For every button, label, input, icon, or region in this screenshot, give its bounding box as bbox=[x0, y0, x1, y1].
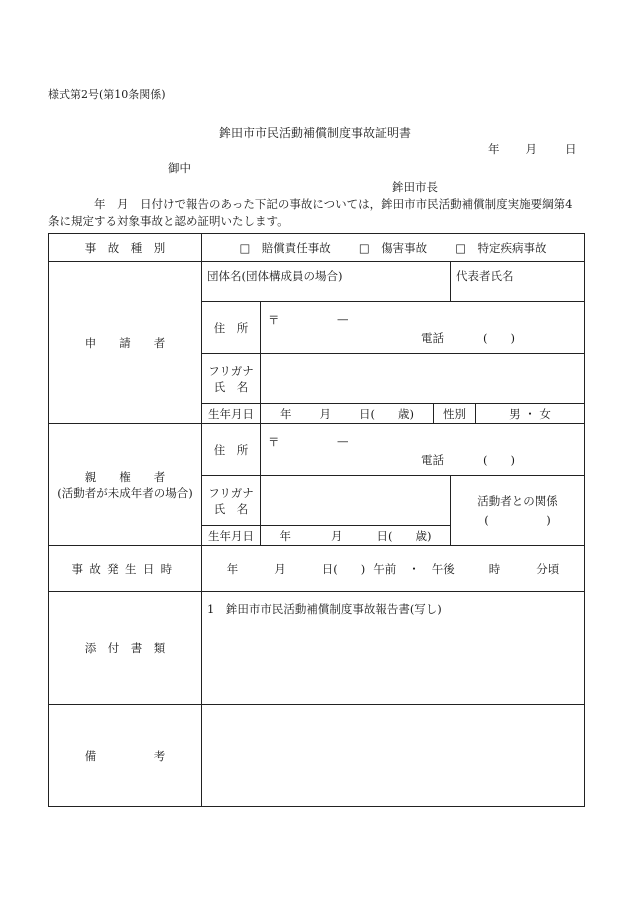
postal-dash: — bbox=[337, 312, 349, 326]
applicant-birthdate-field[interactable] bbox=[261, 404, 434, 424]
applicant-name-label bbox=[202, 354, 261, 404]
attachment-item-1: 1 鉾田市市民活動補償制度事故報告書(写し) bbox=[207, 602, 442, 616]
issuer-name: 鉾田市長 bbox=[392, 180, 438, 194]
form-number: 様式第2号(第10条関係) bbox=[48, 88, 166, 101]
gender-label: 性別 bbox=[434, 404, 476, 424]
disease-accident-checkbox[interactable]: □ 特定疾病事故 bbox=[455, 240, 547, 255]
document-title: 鉾田市市民活動補償制度事故証明書 bbox=[218, 126, 411, 140]
guardian-address-label: 住 所 bbox=[202, 424, 261, 476]
birth-day-age: 日( 歳) bbox=[359, 406, 414, 421]
guardian-birthdate-label: 生年月日 bbox=[202, 526, 261, 546]
injury-accident-checkbox[interactable]: □ 傷害事故 bbox=[358, 240, 428, 255]
guardian-birth-year: 年 bbox=[279, 528, 291, 543]
occ-year: 年 bbox=[226, 561, 239, 576]
applicant-name-field[interactable] bbox=[261, 354, 585, 404]
guardian-label-cell bbox=[49, 424, 202, 546]
representative-label: 代表者氏名 bbox=[456, 269, 514, 283]
postal-mark: 〒 bbox=[268, 313, 280, 327]
remarks-field[interactable] bbox=[202, 705, 585, 807]
birth-year: 年 bbox=[280, 406, 292, 421]
guardian-name-sublabel: 氏 名 bbox=[213, 501, 249, 516]
guardian-phone-label: 電話 bbox=[421, 453, 444, 467]
occ-am: 午前 bbox=[373, 561, 397, 576]
guardian-postal-dash: — bbox=[337, 434, 349, 448]
guardian-phone-paren: ( ) bbox=[483, 453, 515, 467]
accident-type-label: 事 故 種 別 bbox=[49, 234, 202, 262]
guardian-birth-month: 月 bbox=[331, 528, 343, 543]
occurrence-field[interactable] bbox=[202, 546, 585, 592]
certificate-form-table bbox=[48, 233, 585, 807]
relation-paren: ( ) bbox=[484, 513, 551, 527]
guardian-postal-mark: 〒 bbox=[268, 435, 280, 449]
issue-date bbox=[488, 141, 577, 157]
group-name-label: 団体名(団体構成員の場合) bbox=[207, 269, 343, 283]
occ-minute: 分頃 bbox=[536, 561, 560, 576]
birth-month: 月 bbox=[319, 406, 331, 421]
guardian-name-label bbox=[202, 476, 261, 526]
attachments-label: 添 付 書 類 bbox=[49, 592, 202, 705]
guardian-birthdate-field[interactable] bbox=[261, 526, 451, 546]
addressee-suffix: 御中 bbox=[168, 161, 191, 175]
occ-month: 月 bbox=[274, 561, 286, 576]
guardian-sublabel: (活動者が未成年者の場合) bbox=[57, 485, 193, 500]
applicant-address-label: 住 所 bbox=[202, 302, 261, 354]
guardian-name-field[interactable] bbox=[261, 476, 451, 526]
occurrence-label: 事故発生日時 bbox=[49, 546, 202, 592]
certification-line-1: 年 月 日付けで報告のあった下記の事故については，鉾田市市民活動補償制度実施要綱第4 bbox=[94, 197, 573, 211]
name-label: 氏 名 bbox=[213, 379, 249, 394]
accident-type-options bbox=[202, 234, 585, 262]
phone-label: 電話 bbox=[421, 331, 444, 345]
certification-text bbox=[48, 196, 588, 230]
remarks-label: 備 考 bbox=[49, 705, 202, 807]
liability-accident-checkbox[interactable]: □ 賠償責任事故 bbox=[239, 240, 331, 255]
guardian-address-field[interactable] bbox=[261, 424, 585, 476]
guardian-label: 親 権 者 bbox=[84, 469, 166, 484]
representative-cell[interactable] bbox=[451, 262, 585, 302]
phone-paren: ( ) bbox=[483, 331, 515, 345]
furigana-label: フリガナ bbox=[208, 363, 254, 378]
applicant-birthdate-label: 生年月日 bbox=[202, 404, 261, 424]
issue-year: 年 bbox=[488, 142, 500, 156]
applicant-address-field[interactable] bbox=[261, 302, 585, 354]
relation-cell[interactable] bbox=[451, 476, 585, 546]
relation-label: 活動者との関係 bbox=[477, 494, 558, 508]
guardian-birth-day-age: 日( 歳) bbox=[376, 528, 432, 543]
attachments-field[interactable] bbox=[202, 592, 585, 705]
issue-month: 月 bbox=[525, 142, 537, 156]
occ-pm: 午後 bbox=[431, 561, 455, 576]
guardian-furigana-label: フリガナ bbox=[208, 485, 254, 500]
occ-dot: ・ bbox=[408, 561, 420, 576]
group-name-cell[interactable] bbox=[202, 262, 451, 302]
gender-options[interactable]: 男 ・ 女 bbox=[476, 404, 585, 424]
applicant-label: 申 請 者 bbox=[49, 262, 202, 424]
certification-line-2: 条に規定する対象事故と認め証明いたします。 bbox=[48, 214, 289, 228]
occ-day: 日( ) bbox=[321, 561, 366, 576]
issue-day: 日 bbox=[565, 142, 577, 156]
occ-hour: 時 bbox=[488, 561, 501, 576]
